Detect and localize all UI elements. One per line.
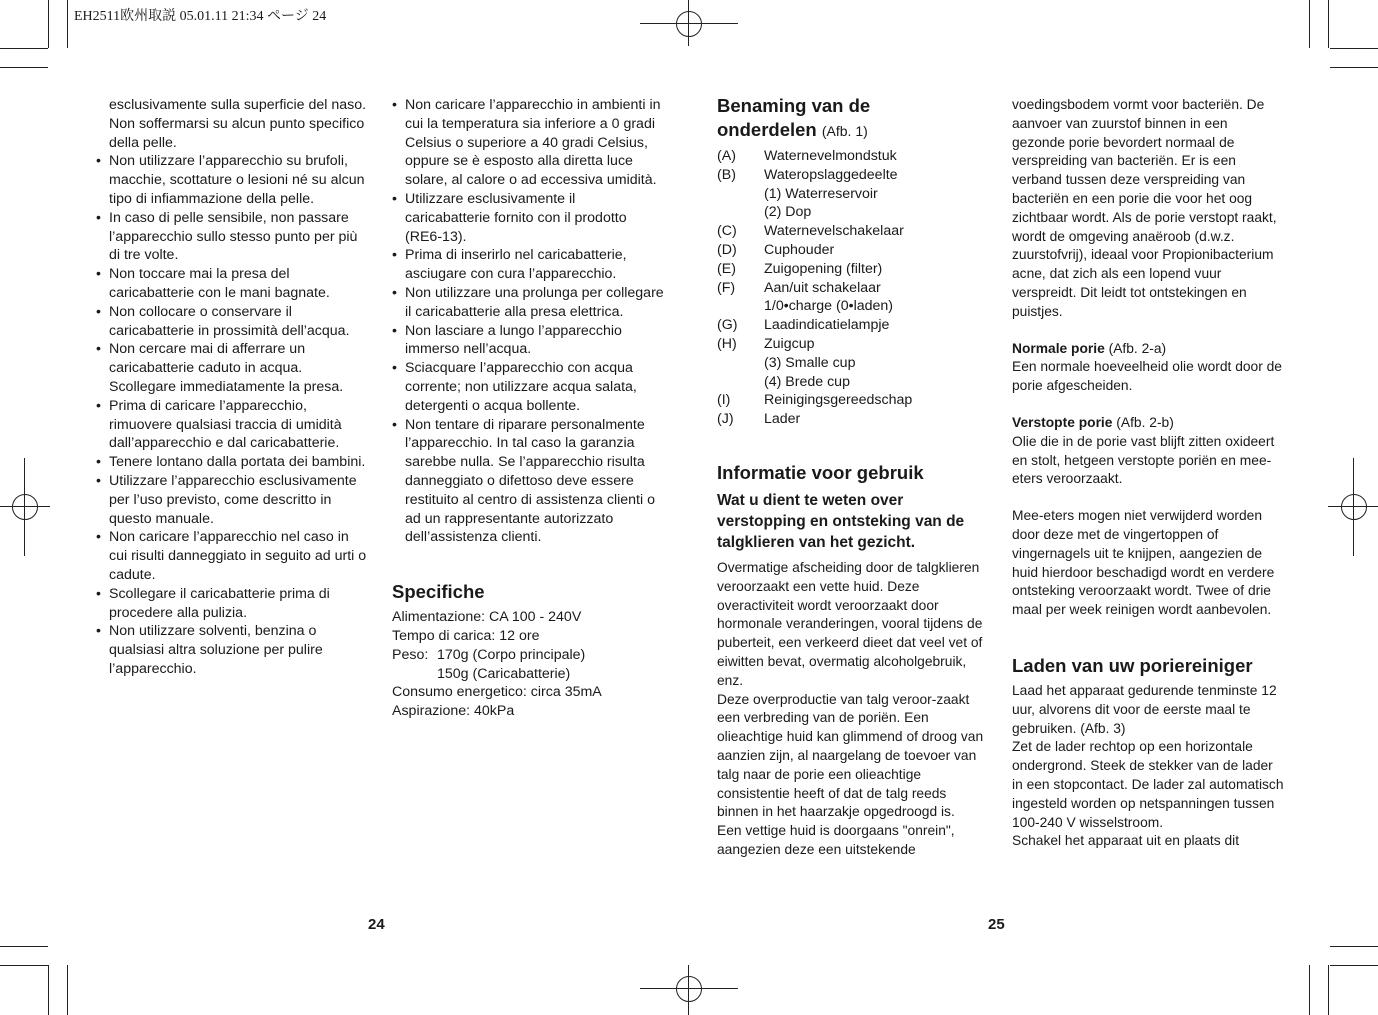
parts-title: Benaming van de onderdelen: [717, 95, 871, 140]
part-name: Wateropslaggedeelte: [764, 166, 898, 183]
part-key: (D): [717, 241, 737, 258]
charging-heading: Laden van uw poriereiniger: [1012, 654, 1253, 676]
part-name: Cuphouder: [764, 241, 835, 258]
right-page-column-2: [1012, 96, 1284, 851]
part-name: Lader: [764, 411, 801, 428]
part-sub-item: 1/0•charge (0•laden): [764, 298, 894, 315]
print-header: EH2511欧州取説 05.01.11 21:34 ページ 24: [74, 9, 327, 24]
charging-paragraph: Laad het apparaat gedurende tenminste 12 uur, alvorens dit voor de eerste maal te gebruiken. (Afb. 3): [1012, 682, 1277, 736]
normal-pore-heading: [1012, 340, 1284, 359]
blocked-pore-heading: [1012, 414, 1284, 433]
spec-consumption: Consumo energetico: circa 35mA: [392, 684, 602, 701]
parts-heading: [717, 94, 917, 143]
info-body: [717, 559, 985, 860]
normal-pore-text: Een normale hoeveelheid olie wordt door de porie afgescheiden.: [1012, 359, 1282, 394]
part-name: Aan/uit schakelaar: [764, 279, 881, 296]
blocked-pore-text: Olie die in de porie vast blijft zitten oxideert en stolt, hetgeen verstopte poriën en mee-eters veroorzaakt.: [1012, 433, 1275, 487]
spec-weight: [392, 646, 664, 665]
spec-weight-main: 170g (Corpo principale): [437, 646, 586, 663]
info-heading: Informatie voor gebruik: [717, 461, 924, 483]
part-name: Waternevelmondstuk: [764, 148, 897, 164]
safety-bullet-list-2: [392, 96, 664, 547]
right-page-column-1: [717, 94, 985, 860]
part-sub-item: (4) Brede cup: [764, 373, 850, 390]
part-sub-item: (2) Dop: [764, 204, 812, 221]
info-paragraph: Deze overproductie van talg veroor-zaakt een verbreding van de poriën. Een olieachtige huid kan glimmend of droog van aanzien zijn, al naargelang de toevoer van talg naar de porie een olieachtige consistentie heeft of dat de talg reeds binnen in het haarzakje opgedroogd is.: [717, 691, 984, 820]
list-item: • In caso di pelle sensibile, non passare l’apparecchio sullo stesso punto per più di tre volte.: [96, 209, 368, 265]
registration-mark-top: [640, 0, 738, 48]
left-page-column-2: [392, 96, 664, 721]
charging-paragraph: Zet de lader rechtop op een horizontale ondergrond. Steek de stekker van de lader in een stopcontact. De lader zal automatisch ingesteld worden op netspanningen tussen 100-240 V wisselstroom.: [1012, 739, 1284, 830]
info-paragraph: Een vettige huid is doorgaans "onrein", aangezien deze een uitstekende: [717, 823, 955, 857]
spec-charge-time: Tempo di carica: 12 ore: [392, 627, 540, 644]
part-key: (F): [717, 279, 736, 296]
list-item: • Non caricare l’apparecchio in ambienti in cui la temperatura sia inferiore a 0 gradi Celsius o superiore a 40 gradi Celsius, oppure se è esposto alla diretta luce solare, al calore o ad eccessiva umidità.: [392, 96, 664, 190]
part-key: (C): [717, 223, 737, 240]
list-item: • Prima di caricare l’apparecchio, rimuovere qualsiasi traccia di umidità dall’apparecchio e dal caricabatterie.: [96, 397, 368, 453]
part-sub-item: (1) Waterreservoir: [764, 185, 878, 202]
safety-bullet-list: [96, 152, 368, 678]
list-item: • Sciacquare l’apparecchio con acqua corrente; non utilizzare acqua salata, detergenti o acqua bollente.: [392, 359, 664, 415]
page-number-left: 24: [368, 916, 385, 933]
part-name: Waternevelschakelaar: [764, 223, 904, 240]
spec-weight-label: Peso:: [392, 646, 429, 663]
list-item: • Non collocare o conservare il caricabatterie in prossimità dell’acqua.: [96, 303, 368, 341]
normal-pore-figure-ref: (Afb. 2-a): [1108, 340, 1167, 356]
info-subheading: Wat u dient te weten over verstopping en ontsteking van de talgklieren van het gezicht.: [717, 491, 965, 551]
part-key: (I): [717, 392, 731, 409]
left-page-column-1: [96, 96, 368, 679]
list-item: • Utilizzare l’apparecchio esclusivamente per l’uso previsto, come descritto in questo manuale.: [96, 472, 368, 528]
part-key: (J): [717, 411, 734, 428]
part-name: Reinigingsgereedschap: [764, 392, 913, 409]
specifications-heading: Specifiche: [392, 581, 485, 603]
page-number-right: 25: [988, 916, 1005, 933]
specifications: [392, 608, 664, 721]
part-key: (A): [717, 148, 736, 164]
list-item: • Utilizzare esclusivamente il caricabatterie fornito con il prodotto (RE6-13).: [392, 190, 664, 246]
list-item: • Tenere lontano dalla portata dei bambini.: [96, 453, 368, 472]
list-item: • Non cercare mai di afferrare un caricabatterie caduto in acqua. Scollegare immediatamente la presa.: [96, 340, 368, 396]
list-item: • Non caricare l’apparecchio nel caso in cui risulti danneggiato in seguito ad urti o cadute.: [96, 528, 368, 584]
part-sub-item: (3) Smalle cup: [764, 354, 856, 371]
part-key: (H): [717, 335, 737, 352]
list-item: • Prima di inserirlo nel caricabatterie, asciugare con cura l’apparecchio.: [392, 246, 664, 284]
continued-text: esclusivamente sulla superficie del naso. Non soffermarsi su alcun punto specifico della pelle.: [109, 97, 367, 151]
part-name: Laadindicatielampje: [764, 317, 890, 334]
normal-pore-title: Normale porie: [1012, 340, 1105, 356]
spec-weight-charger: 150g (Caricabatterie): [437, 665, 571, 682]
info-paragraph: Overmatige afscheiding door de talgklieren veroorzaakt een vette huid. Deze overactiviteit wordt veroorzaakt door hormonale veranderingen, vooral tijdens de puberteit, een verkeerd dieet dat veel vet of eiwitten bevat, overmatig alcoholgebruik, enz.: [717, 559, 983, 688]
charging-body: [1012, 682, 1284, 851]
blocked-pore-title: Verstopte porie: [1012, 414, 1113, 430]
registration-mark-right: [1328, 458, 1378, 556]
spec-suction: Aspirazione: 40kPa: [392, 703, 515, 720]
parts-list: [717, 147, 985, 429]
blocked-pore-figure-ref: (Afb. 2-b): [1116, 414, 1174, 430]
list-item: • Non toccare mai la presa del caricabatterie con le mani bagnate.: [96, 265, 368, 303]
part-key: (G): [717, 317, 738, 334]
registration-mark-bottom: [640, 965, 738, 1015]
list-item: • Non lasciare a lungo l’apparecchio immerso nell’acqua.: [392, 322, 664, 360]
part-key: (E): [717, 260, 736, 277]
spec-power: Alimentazione: CA 100 - 240V: [392, 609, 582, 626]
part-name: Zuigcup: [764, 335, 815, 352]
charging-paragraph: Schakel het apparaat uit en plaats dit: [1012, 833, 1240, 849]
continued-text: voedingsbodem vormt voor bacteriën. De aanvoer van zuurstof binnen in een gezonde porie bevordert normaal de verspreiding van bacteriën. Er is een verband tussen deze verspreiding van bacteriën en een porie die voor het oog zichtbaar wordt. Als de porie verstopt raakt, wordt de omgeving anaëroob (d.w.z. zuurstofvrij), ideaal voor Propionibacterium acne, dat zich als een lopend vuur verspreidt. Dit leidt tot ontstekingen en puistjes.: [1012, 97, 1277, 319]
blackheads-text: Mee-eters mogen niet verwijderd worden door deze met de vingertoppen of vingernagels uit te knijpen, aangezien de huid hierdoor beschadigd wordt en verdere ontsteking veroorzaakt wordt. Twee of drie maal per week reinigen wordt aanbevolen.: [1012, 508, 1275, 618]
parts-figure-ref: (Afb. 1): [821, 123, 868, 139]
list-item: • Non utilizzare l’apparecchio su brufoli, macchie, scottature o lesioni né su alcun tipo di infiammazione della pelle.: [96, 152, 368, 208]
list-item: • Scollegare il caricabatterie prima di procedere alla pulizia.: [96, 585, 368, 623]
registration-mark-left: [0, 458, 50, 556]
list-item: • Non utilizzare solventi, benzina o qualsiasi altra soluzione per pulire l’apparecchio.: [96, 622, 368, 678]
list-item: • Non tentare di riparare personalmente l’apparecchio. In tal caso la garanzia sarebbe nulla. Se l’apparecchio risulta danneggiato o difettoso deve essere restituito al centro di assistenza clienti o ad un rappresentante autorizzato dell’assistenza clienti.: [392, 416, 664, 548]
list-item: • Non utilizzare una prolunga per collegare il caricabatterie alla presa elettrica.: [392, 284, 664, 322]
part-name: Zuigopening (filter): [764, 260, 883, 277]
part-key: (B): [717, 166, 736, 183]
